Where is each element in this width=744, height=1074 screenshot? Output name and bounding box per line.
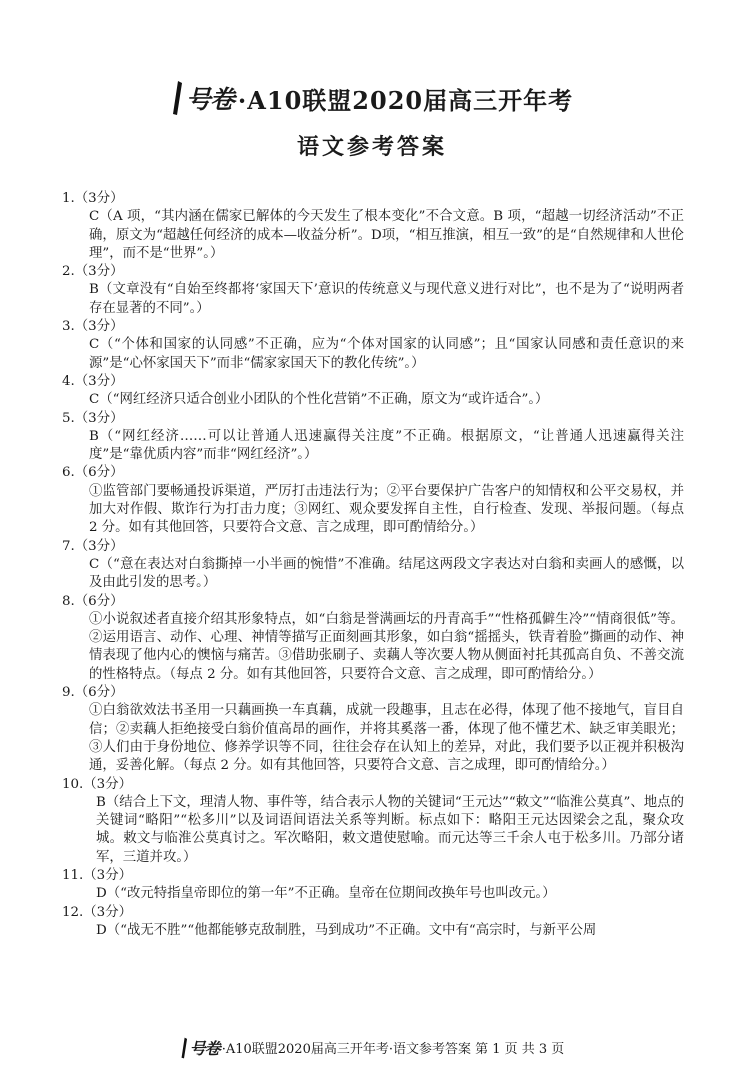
- question-score: （6分）: [74, 465, 124, 481]
- question-number: 5.: [62, 410, 75, 426]
- question-score: （3分）: [83, 776, 132, 792]
- document-subtitle: 语文参考答案: [296, 134, 447, 160]
- answer-item: [62, 867, 684, 904]
- question-number: 3.: [62, 319, 75, 335]
- answer-item: [62, 684, 684, 775]
- question-score: （3分）: [74, 410, 124, 426]
- footer-logo-text: 号卷: [189, 1039, 220, 1058]
- title-line: [0, 80, 744, 116]
- question-number: 7.: [62, 538, 75, 554]
- question-number: 1.: [62, 191, 75, 206]
- answer-text: ①白翁欲效法书圣用一只藕画换一车真藕，成就一段趣事，且志在必得，体现了他不接地气，盲目自信；②卖藕人拒绝接受白翁价值高昂的画作，并将其奚落一番，体现了他不懂艺术、缺乏审美眼光；③人们由于身份地位、修养学识等不同，往往会存在认知上的差异，对此，我们要予以正视并积极沟通，妥善化解。（每点 2 分。如有其他回答，只要符合文意、言之成理，即可酌情给分。）: [89, 703, 684, 774]
- answer-text: ①小说叙述者直接介绍其形象特点，如“白翁是誉满画坛的丹青高手”“性格孤僻生冷”“情商很低”等。②运用语言、动作、心理、神情等描写正面刻画其形象，如白翁“摇摇头，铁青着脸”撕画的动作、神情表现了他内心的懊恼与痛苦。③借助张刷子、卖藕人等次要人物从侧面衬托其孤高自负、不善交流的性格特点。（每点 2 分。如有其他回答，只要符合文意、言之成理，即可酌情给分。）: [89, 611, 684, 682]
- question-number: 6.: [62, 465, 75, 481]
- brush-stroke-icon: [171, 80, 183, 116]
- answer-item: [62, 776, 684, 867]
- answer-text: B（“网红经济……可以让普通人迅速赢得关注度”不正确。根据原文，“让普通人迅速赢得关注度”是“靠优质内容”而非“网红经济”。）: [89, 428, 684, 463]
- answer-item: [62, 263, 684, 318]
- brush-stroke-icon: [180, 1037, 188, 1059]
- question-score: （3分）: [74, 191, 124, 206]
- question-score: （6分）: [74, 685, 124, 701]
- answer-item: [62, 904, 684, 941]
- question-number: 11.: [62, 867, 84, 883]
- answer-text: C（A 项，“其内涵在儒家已解体的今天发生了根本变化”不合文意。B 项，“超越一切经济活动”不正确，原文为“超越任何经济的成本—收益分析”。D项，“相互推演，相互一致”的是“自然规律和人世伦理”，而不是“世界”。）: [89, 209, 684, 261]
- answer-text: B（文章没有“自始至终都将‘家国天下’意识的传统意义与现代意义进行对比”，也不是为了“说明两者存在显著的不同”。）: [89, 282, 684, 316]
- logo-text: 号卷: [185, 85, 234, 114]
- answer-item: [62, 190, 684, 263]
- answer-item: [62, 373, 684, 410]
- brand-logo: [171, 80, 234, 116]
- answer-text: C（“个体和国家的认同感”不正确，应为“个体对国家的认同感”；且“国家认同感和责任意识的来源”是“心怀家国天下”而非“儒家家国天下的教化传统”。）: [89, 337, 684, 371]
- answer-text: D（“战无不胜”“他都能够克敌制胜，马到成功”不正确。文中有“高宗时，与新平公周: [96, 922, 597, 938]
- answer-item: [62, 464, 684, 537]
- document-title: ·A10联盟2020届高三开年考: [237, 85, 574, 115]
- question-score: （3分）: [83, 904, 132, 920]
- question-number: 9.: [62, 685, 75, 701]
- answer-text: B（结合上下文，理清人物、事件等，结合表示人物的关键词“王元达”“敕文”“临淮公莫真”、地点的关键词“略阳”“松多川”以及词语间语法关系等判断。标点如下：略阳王元达因梁会之乱，聚众攻城。敕文与临淮公莫真讨之。军次略阳，敕文遣使慰喻。而元达等三千余人屯于松多川。乃部分诸军，三道并攻。）: [96, 794, 684, 865]
- question-score: （3分）: [74, 319, 124, 335]
- question-score: （6分）: [74, 593, 124, 609]
- question-number: 8.: [62, 593, 75, 609]
- answer-text: C（“网红经济只适合创业小团队的个性化营销”不正确，原文为“或许适合”。）: [89, 392, 549, 408]
- question-score: （3分）: [74, 538, 124, 554]
- question-number: 4.: [62, 373, 75, 389]
- answer-list: [62, 190, 684, 940]
- answer-text: C（“意在表达对白翁撕掉一小半画的惋惜”不准确。结尾这两段文字表达对白翁和卖画人的感慨，以及由此引发的思考。）: [89, 556, 684, 591]
- page-header: [0, 80, 744, 161]
- page-footer: [0, 1036, 744, 1059]
- question-score: （3分）: [74, 264, 124, 280]
- footer-text: ·A10联盟2020届高三开年考·语文参考答案 第 1 页 共 3 页: [221, 1042, 565, 1057]
- question-score: （3分）: [83, 867, 132, 883]
- question-number: 12.: [62, 904, 84, 920]
- question-score: （3分）: [74, 373, 124, 389]
- answer-text: ①监管部门要畅通投诉渠道，严厉打击违法行为；②平台要保护广告客户的知情权和公平交易权，并加大对作假、欺诈行为打击力度；③网红、观众要发挥自主性，自行检查、发现、举报问题。（每点 2 分。如有其他回答，只要符合文意、言之成理，即可酌情给分。）: [89, 483, 684, 536]
- answer-item: [62, 410, 684, 465]
- answer-item: [62, 593, 684, 684]
- answer-item: [62, 538, 684, 593]
- question-number: 10.: [62, 776, 84, 792]
- answer-item: [62, 318, 684, 373]
- answer-text: D（“改元特指皇帝即位的第一年”不正确。皇帝在位期间改换年号也叫改元。）: [96, 886, 556, 902]
- question-number: 2.: [62, 264, 75, 280]
